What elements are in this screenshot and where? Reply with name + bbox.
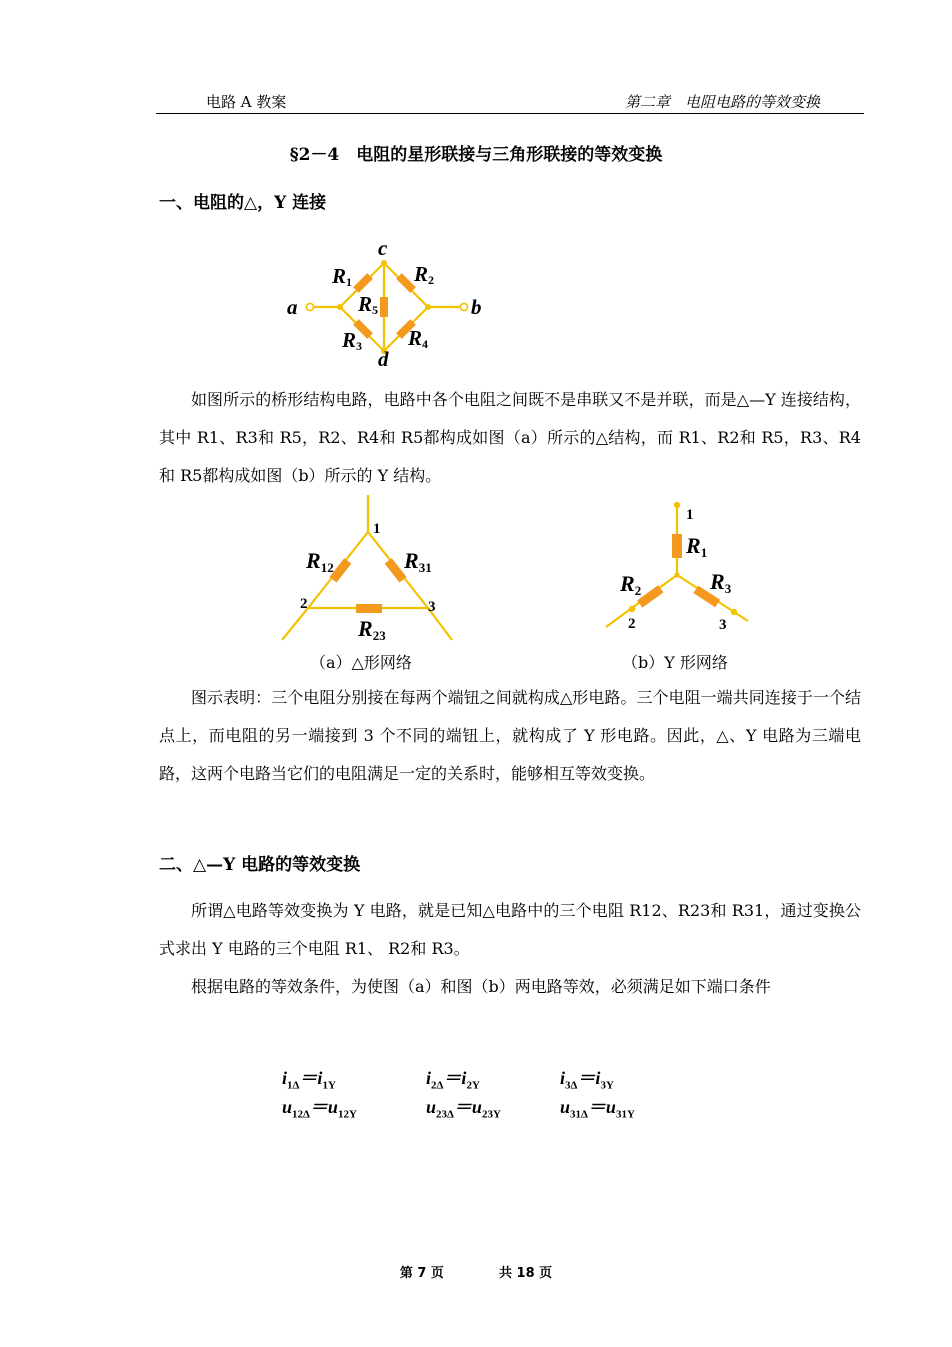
page-footer xyxy=(0,1262,952,1281)
section-title: §2－4 电阻的星形联接与三角形联接的等效变换 xyxy=(289,145,663,165)
delta-label-r23: R23 xyxy=(358,616,386,643)
star-node-3: 3 xyxy=(719,617,727,633)
paragraph-3: 所谓△电路等效变换为 Y 电路，就是已知△电路中的三个电阻 R12、R23和 R31，通过变换公式求出 Y 电路的三个电阻 R1、 R2和 R3。 xyxy=(159,901,861,958)
bridge-circuit-diagram xyxy=(270,235,500,375)
equation-u23: $u_{23\Delta}=u_{23Y}$ xyxy=(426,1097,501,1121)
equation-i2: $i_{2\Delta}=i_{2Y}$ xyxy=(426,1068,480,1092)
label-r1: R1 xyxy=(332,264,353,289)
delta-node-2: 2 xyxy=(300,596,308,612)
resistor-r23 xyxy=(356,604,382,613)
header-left: 电路 A 教案 xyxy=(206,93,287,111)
label-r5: R5 xyxy=(358,292,379,317)
delta-node-3: 3 xyxy=(428,599,436,615)
resistor-r5 xyxy=(380,297,388,317)
resistor-star-r1 xyxy=(672,534,682,558)
star-label-r2: R2 xyxy=(620,571,642,598)
paragraph-1: 如图所示的桥形结构电路，电路中各个电阻之间既不是串联又不是并联，而是△—Y 连接结构，其中 R1、R3和 R5，R2、R4和 R5都构成如图（a）所示的△结构，而 R1、R2和 R5，R3、R4和 R5都构成如图（b）所示的 Y 结构。 xyxy=(159,390,861,485)
star-node-1: 1 xyxy=(686,507,694,523)
delta-network-diagram xyxy=(278,490,458,650)
delta-label-r31: R31 xyxy=(404,548,432,575)
star-network-diagram xyxy=(600,495,760,635)
terminal-a xyxy=(306,303,313,310)
equation-i1: $i_{1\Delta}=i_{1Y}$ xyxy=(282,1068,336,1092)
caption-b: （b）Y 形网络 xyxy=(622,653,728,672)
paragraph-2: 图示表明：三个电阻分别接在每两个端钮之间就构成△形电路。三个电阻一端共同连接于一个结点上，而电阻的另一端接到 3 个不同的端钮上，就构成了 Y 形电路。因此，△、Y 电路为三端电路，这两个电路当它们的电阻满足一定的关系时，能够相互等效变换。 xyxy=(159,688,861,783)
node-label-d: d xyxy=(378,347,389,371)
equation-u31: $u_{31\Delta}=u_{31Y}$ xyxy=(560,1097,635,1121)
resistor-r3 xyxy=(353,319,373,339)
resistor-r1 xyxy=(353,273,373,293)
terminal-b xyxy=(460,303,467,310)
part2-heading: 二、△—Y 电路的等效变换 xyxy=(159,855,361,875)
star-terminal-3 xyxy=(731,609,737,615)
star-node-2: 2 xyxy=(628,616,636,632)
label-r3: R3 xyxy=(342,328,363,353)
caption-a: （a）△形网络 xyxy=(310,653,412,672)
delta-label-r12: R12 xyxy=(306,548,334,575)
star-label-r1: R1 xyxy=(686,533,708,560)
resistor-r2 xyxy=(396,273,416,293)
page-number: 第 7 页 xyxy=(399,1266,444,1281)
header-right: 第二章 电阻电路的等效变换 xyxy=(624,93,820,111)
page-total: 共 18 页 xyxy=(499,1266,553,1281)
equation-i3: $i_{3\Delta}=i_{3Y}$ xyxy=(560,1068,614,1092)
equation-u12: $u_{12\Delta}=u_{12Y}$ xyxy=(282,1097,357,1121)
node-label-b: b xyxy=(471,295,482,319)
label-r4: R4 xyxy=(408,326,429,351)
star-terminal-1 xyxy=(674,502,680,508)
delta-node-1: 1 xyxy=(373,521,381,537)
node-label-c: c xyxy=(378,236,388,260)
node-label-a: a xyxy=(287,295,298,319)
header-rule xyxy=(156,113,864,114)
label-r2: R2 xyxy=(414,262,435,287)
star-label-r3: R3 xyxy=(710,569,732,596)
part1-heading: 一、电阻的△，Y 连接 xyxy=(159,193,327,213)
star-terminal-2 xyxy=(629,606,635,612)
paragraph-4: 根据电路的等效条件，为使图（a）和图（b）两电路等效，必须满足如下端口条件 xyxy=(191,977,771,996)
